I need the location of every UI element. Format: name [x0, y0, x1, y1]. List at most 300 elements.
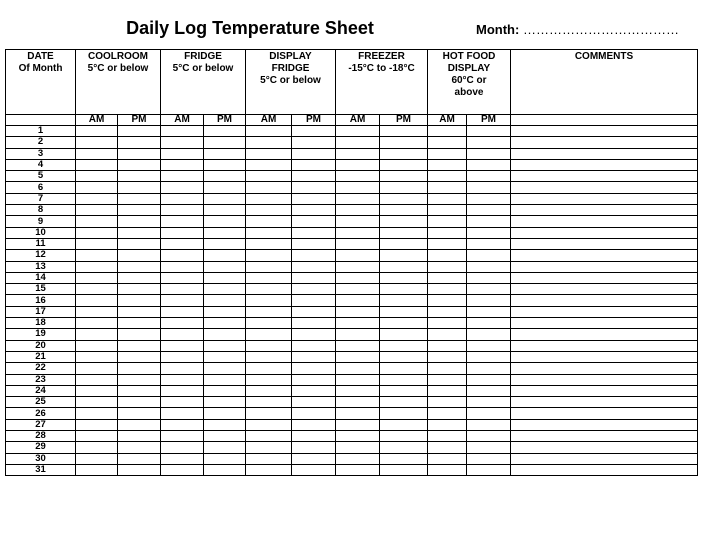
display-fridge-pm-cell[interactable] — [292, 442, 336, 453]
hot-food-am-cell[interactable] — [428, 318, 467, 329]
display-fridge-pm-cell[interactable] — [292, 306, 336, 317]
hot-food-am-cell[interactable] — [428, 137, 467, 148]
freezer-pm-cell[interactable] — [380, 374, 428, 385]
freezer-am-cell[interactable] — [336, 351, 380, 362]
comments-cell[interactable] — [511, 205, 698, 216]
display-fridge-pm-cell[interactable] — [292, 397, 336, 408]
fridge-am-cell[interactable] — [161, 351, 204, 362]
display-fridge-am-cell[interactable] — [246, 272, 292, 283]
hot-food-pm-cell[interactable] — [467, 205, 511, 216]
hot-food-am-cell[interactable] — [428, 238, 467, 249]
fridge-pm-cell[interactable] — [204, 227, 246, 238]
display-fridge-am-cell[interactable] — [246, 442, 292, 453]
freezer-pm-cell[interactable] — [380, 295, 428, 306]
freezer-pm-cell[interactable] — [380, 137, 428, 148]
fridge-am-cell[interactable] — [161, 159, 204, 170]
hot-food-am-cell[interactable] — [428, 171, 467, 182]
fridge-pm-cell[interactable] — [204, 453, 246, 464]
freezer-am-cell[interactable] — [336, 272, 380, 283]
coolroom-pm-cell[interactable] — [118, 205, 161, 216]
coolroom-am-cell[interactable] — [76, 408, 118, 419]
hot-food-pm-cell[interactable] — [467, 284, 511, 295]
hot-food-pm-cell[interactable] — [467, 453, 511, 464]
hot-food-am-cell[interactable] — [428, 306, 467, 317]
hot-food-am-cell[interactable] — [428, 261, 467, 272]
freezer-am-cell[interactable] — [336, 238, 380, 249]
coolroom-pm-cell[interactable] — [118, 126, 161, 137]
hot-food-am-cell[interactable] — [428, 329, 467, 340]
hot-food-pm-cell[interactable] — [467, 363, 511, 374]
coolroom-pm-cell[interactable] — [118, 284, 161, 295]
comments-cell[interactable] — [511, 363, 698, 374]
display-fridge-am-cell[interactable] — [246, 306, 292, 317]
hot-food-pm-cell[interactable] — [467, 374, 511, 385]
fridge-am-cell[interactable] — [161, 295, 204, 306]
fridge-am-cell[interactable] — [161, 419, 204, 430]
coolroom-pm-cell[interactable] — [118, 442, 161, 453]
freezer-am-cell[interactable] — [336, 126, 380, 137]
freezer-am-cell[interactable] — [336, 261, 380, 272]
display-fridge-am-cell[interactable] — [246, 419, 292, 430]
freezer-pm-cell[interactable] — [380, 453, 428, 464]
display-fridge-am-cell[interactable] — [246, 295, 292, 306]
coolroom-pm-cell[interactable] — [118, 351, 161, 362]
coolroom-pm-cell[interactable] — [118, 329, 161, 340]
hot-food-am-cell[interactable] — [428, 374, 467, 385]
comments-cell[interactable] — [511, 216, 698, 227]
hot-food-pm-cell[interactable] — [467, 238, 511, 249]
display-fridge-am-cell[interactable] — [246, 126, 292, 137]
freezer-pm-cell[interactable] — [380, 419, 428, 430]
freezer-pm-cell[interactable] — [380, 171, 428, 182]
freezer-pm-cell[interactable] — [380, 464, 428, 475]
comments-cell[interactable] — [511, 148, 698, 159]
freezer-am-cell[interactable] — [336, 397, 380, 408]
hot-food-pm-cell[interactable] — [467, 340, 511, 351]
fridge-pm-cell[interactable] — [204, 238, 246, 249]
hot-food-am-cell[interactable] — [428, 227, 467, 238]
comments-cell[interactable] — [511, 295, 698, 306]
freezer-pm-cell[interactable] — [380, 148, 428, 159]
coolroom-am-cell[interactable] — [76, 126, 118, 137]
freezer-pm-cell[interactable] — [380, 306, 428, 317]
fridge-pm-cell[interactable] — [204, 397, 246, 408]
comments-cell[interactable] — [511, 385, 698, 396]
fridge-pm-cell[interactable] — [204, 329, 246, 340]
hot-food-am-cell[interactable] — [428, 464, 467, 475]
fridge-am-cell[interactable] — [161, 216, 204, 227]
hot-food-pm-cell[interactable] — [467, 227, 511, 238]
freezer-pm-cell[interactable] — [380, 250, 428, 261]
hot-food-am-cell[interactable] — [428, 148, 467, 159]
display-fridge-am-cell[interactable] — [246, 227, 292, 238]
freezer-am-cell[interactable] — [336, 329, 380, 340]
coolroom-pm-cell[interactable] — [118, 261, 161, 272]
display-fridge-pm-cell[interactable] — [292, 431, 336, 442]
fridge-am-cell[interactable] — [161, 272, 204, 283]
hot-food-pm-cell[interactable] — [467, 306, 511, 317]
comments-cell[interactable] — [511, 126, 698, 137]
fridge-pm-cell[interactable] — [204, 431, 246, 442]
freezer-am-cell[interactable] — [336, 182, 380, 193]
hot-food-pm-cell[interactable] — [467, 182, 511, 193]
display-fridge-am-cell[interactable] — [246, 148, 292, 159]
hot-food-pm-cell[interactable] — [467, 318, 511, 329]
coolroom-am-cell[interactable] — [76, 351, 118, 362]
display-fridge-pm-cell[interactable] — [292, 137, 336, 148]
display-fridge-am-cell[interactable] — [246, 397, 292, 408]
display-fridge-pm-cell[interactable] — [292, 216, 336, 227]
coolroom-am-cell[interactable] — [76, 137, 118, 148]
hot-food-am-cell[interactable] — [428, 126, 467, 137]
comments-cell[interactable] — [511, 464, 698, 475]
comments-cell[interactable] — [511, 182, 698, 193]
freezer-pm-cell[interactable] — [380, 431, 428, 442]
freezer-pm-cell[interactable] — [380, 363, 428, 374]
coolroom-am-cell[interactable] — [76, 385, 118, 396]
coolroom-pm-cell[interactable] — [118, 193, 161, 204]
freezer-am-cell[interactable] — [336, 431, 380, 442]
fridge-pm-cell[interactable] — [204, 126, 246, 137]
hot-food-pm-cell[interactable] — [467, 216, 511, 227]
display-fridge-pm-cell[interactable] — [292, 171, 336, 182]
display-fridge-pm-cell[interactable] — [292, 374, 336, 385]
hot-food-am-cell[interactable] — [428, 442, 467, 453]
month-blank[interactable]: ……………………………… — [522, 22, 679, 37]
display-fridge-am-cell[interactable] — [246, 205, 292, 216]
display-fridge-am-cell[interactable] — [246, 284, 292, 295]
fridge-pm-cell[interactable] — [204, 374, 246, 385]
hot-food-pm-cell[interactable] — [467, 193, 511, 204]
coolroom-pm-cell[interactable] — [118, 137, 161, 148]
comments-cell[interactable] — [511, 193, 698, 204]
fridge-am-cell[interactable] — [161, 182, 204, 193]
fridge-am-cell[interactable] — [161, 442, 204, 453]
fridge-am-cell[interactable] — [161, 148, 204, 159]
freezer-am-cell[interactable] — [336, 295, 380, 306]
display-fridge-pm-cell[interactable] — [292, 318, 336, 329]
coolroom-am-cell[interactable] — [76, 227, 118, 238]
display-fridge-am-cell[interactable] — [246, 137, 292, 148]
comments-cell[interactable] — [511, 171, 698, 182]
coolroom-am-cell[interactable] — [76, 453, 118, 464]
coolroom-am-cell[interactable] — [76, 205, 118, 216]
comments-cell[interactable] — [511, 442, 698, 453]
freezer-pm-cell[interactable] — [380, 182, 428, 193]
fridge-am-cell[interactable] — [161, 227, 204, 238]
hot-food-am-cell[interactable] — [428, 182, 467, 193]
comments-cell[interactable] — [511, 397, 698, 408]
freezer-am-cell[interactable] — [336, 363, 380, 374]
coolroom-am-cell[interactable] — [76, 397, 118, 408]
coolroom-am-cell[interactable] — [76, 419, 118, 430]
display-fridge-am-cell[interactable] — [246, 159, 292, 170]
hot-food-pm-cell[interactable] — [467, 419, 511, 430]
fridge-am-cell[interactable] — [161, 261, 204, 272]
hot-food-am-cell[interactable] — [428, 250, 467, 261]
fridge-am-cell[interactable] — [161, 250, 204, 261]
comments-cell[interactable] — [511, 340, 698, 351]
hot-food-am-cell[interactable] — [428, 385, 467, 396]
hot-food-pm-cell[interactable] — [467, 431, 511, 442]
coolroom-pm-cell[interactable] — [118, 306, 161, 317]
freezer-pm-cell[interactable] — [380, 329, 428, 340]
display-fridge-pm-cell[interactable] — [292, 250, 336, 261]
coolroom-am-cell[interactable] — [76, 318, 118, 329]
coolroom-pm-cell[interactable] — [118, 227, 161, 238]
fridge-pm-cell[interactable] — [204, 137, 246, 148]
freezer-pm-cell[interactable] — [380, 216, 428, 227]
fridge-pm-cell[interactable] — [204, 306, 246, 317]
freezer-am-cell[interactable] — [336, 374, 380, 385]
fridge-pm-cell[interactable] — [204, 159, 246, 170]
comments-cell[interactable] — [511, 272, 698, 283]
coolroom-pm-cell[interactable] — [118, 464, 161, 475]
freezer-pm-cell[interactable] — [380, 159, 428, 170]
coolroom-pm-cell[interactable] — [118, 238, 161, 249]
display-fridge-pm-cell[interactable] — [292, 385, 336, 396]
freezer-am-cell[interactable] — [336, 464, 380, 475]
freezer-am-cell[interactable] — [336, 227, 380, 238]
coolroom-am-cell[interactable] — [76, 340, 118, 351]
fridge-pm-cell[interactable] — [204, 261, 246, 272]
display-fridge-am-cell[interactable] — [246, 464, 292, 475]
hot-food-am-cell[interactable] — [428, 284, 467, 295]
freezer-pm-cell[interactable] — [380, 238, 428, 249]
coolroom-am-cell[interactable] — [76, 284, 118, 295]
hot-food-am-cell[interactable] — [428, 193, 467, 204]
display-fridge-pm-cell[interactable] — [292, 193, 336, 204]
coolroom-am-cell[interactable] — [76, 216, 118, 227]
fridge-pm-cell[interactable] — [204, 419, 246, 430]
hot-food-pm-cell[interactable] — [467, 272, 511, 283]
display-fridge-am-cell[interactable] — [246, 216, 292, 227]
comments-cell[interactable] — [511, 431, 698, 442]
hot-food-pm-cell[interactable] — [467, 250, 511, 261]
coolroom-am-cell[interactable] — [76, 306, 118, 317]
fridge-am-cell[interactable] — [161, 126, 204, 137]
display-fridge-am-cell[interactable] — [246, 453, 292, 464]
freezer-am-cell[interactable] — [336, 284, 380, 295]
freezer-am-cell[interactable] — [336, 385, 380, 396]
coolroom-am-cell[interactable] — [76, 148, 118, 159]
freezer-pm-cell[interactable] — [380, 397, 428, 408]
display-fridge-am-cell[interactable] — [246, 193, 292, 204]
fridge-pm-cell[interactable] — [204, 363, 246, 374]
coolroom-am-cell[interactable] — [76, 464, 118, 475]
display-fridge-pm-cell[interactable] — [292, 329, 336, 340]
hot-food-pm-cell[interactable] — [467, 442, 511, 453]
hot-food-am-cell[interactable] — [428, 272, 467, 283]
hot-food-pm-cell[interactable] — [467, 408, 511, 419]
freezer-pm-cell[interactable] — [380, 385, 428, 396]
coolroom-pm-cell[interactable] — [118, 318, 161, 329]
hot-food-am-cell[interactable] — [428, 431, 467, 442]
display-fridge-am-cell[interactable] — [246, 329, 292, 340]
fridge-am-cell[interactable] — [161, 408, 204, 419]
fridge-pm-cell[interactable] — [204, 464, 246, 475]
freezer-am-cell[interactable] — [336, 148, 380, 159]
coolroom-pm-cell[interactable] — [118, 453, 161, 464]
coolroom-am-cell[interactable] — [76, 374, 118, 385]
freezer-am-cell[interactable] — [336, 193, 380, 204]
display-fridge-pm-cell[interactable] — [292, 363, 336, 374]
hot-food-pm-cell[interactable] — [467, 148, 511, 159]
hot-food-am-cell[interactable] — [428, 397, 467, 408]
hot-food-pm-cell[interactable] — [467, 126, 511, 137]
coolroom-am-cell[interactable] — [76, 431, 118, 442]
coolroom-pm-cell[interactable] — [118, 374, 161, 385]
comments-cell[interactable] — [511, 453, 698, 464]
comments-cell[interactable] — [511, 284, 698, 295]
freezer-pm-cell[interactable] — [380, 193, 428, 204]
fridge-am-cell[interactable] — [161, 397, 204, 408]
display-fridge-pm-cell[interactable] — [292, 340, 336, 351]
freezer-pm-cell[interactable] — [380, 227, 428, 238]
coolroom-pm-cell[interactable] — [118, 272, 161, 283]
freezer-am-cell[interactable] — [336, 171, 380, 182]
hot-food-pm-cell[interactable] — [467, 171, 511, 182]
display-fridge-pm-cell[interactable] — [292, 295, 336, 306]
freezer-pm-cell[interactable] — [380, 408, 428, 419]
fridge-pm-cell[interactable] — [204, 284, 246, 295]
freezer-am-cell[interactable] — [336, 159, 380, 170]
fridge-am-cell[interactable] — [161, 385, 204, 396]
fridge-pm-cell[interactable] — [204, 318, 246, 329]
freezer-pm-cell[interactable] — [380, 205, 428, 216]
coolroom-am-cell[interactable] — [76, 250, 118, 261]
display-fridge-pm-cell[interactable] — [292, 159, 336, 170]
fridge-am-cell[interactable] — [161, 329, 204, 340]
comments-cell[interactable] — [511, 374, 698, 385]
fridge-pm-cell[interactable] — [204, 272, 246, 283]
display-fridge-pm-cell[interactable] — [292, 148, 336, 159]
freezer-am-cell[interactable] — [336, 137, 380, 148]
display-fridge-am-cell[interactable] — [246, 250, 292, 261]
freezer-am-cell[interactable] — [336, 340, 380, 351]
display-fridge-pm-cell[interactable] — [292, 351, 336, 362]
fridge-pm-cell[interactable] — [204, 385, 246, 396]
hot-food-pm-cell[interactable] — [467, 329, 511, 340]
fridge-pm-cell[interactable] — [204, 442, 246, 453]
display-fridge-am-cell[interactable] — [246, 261, 292, 272]
freezer-pm-cell[interactable] — [380, 284, 428, 295]
display-fridge-am-cell[interactable] — [246, 238, 292, 249]
coolroom-pm-cell[interactable] — [118, 419, 161, 430]
comments-cell[interactable] — [511, 261, 698, 272]
fridge-am-cell[interactable] — [161, 284, 204, 295]
freezer-am-cell[interactable] — [336, 250, 380, 261]
hot-food-am-cell[interactable] — [428, 205, 467, 216]
hot-food-am-cell[interactable] — [428, 419, 467, 430]
display-fridge-pm-cell[interactable] — [292, 205, 336, 216]
comments-cell[interactable] — [511, 408, 698, 419]
coolroom-am-cell[interactable] — [76, 295, 118, 306]
coolroom-am-cell[interactable] — [76, 171, 118, 182]
coolroom-pm-cell[interactable] — [118, 250, 161, 261]
coolroom-am-cell[interactable] — [76, 442, 118, 453]
display-fridge-am-cell[interactable] — [246, 318, 292, 329]
hot-food-pm-cell[interactable] — [467, 261, 511, 272]
fridge-am-cell[interactable] — [161, 306, 204, 317]
fridge-am-cell[interactable] — [161, 171, 204, 182]
hot-food-pm-cell[interactable] — [467, 137, 511, 148]
coolroom-pm-cell[interactable] — [118, 171, 161, 182]
display-fridge-pm-cell[interactable] — [292, 464, 336, 475]
comments-cell[interactable] — [511, 238, 698, 249]
fridge-am-cell[interactable] — [161, 340, 204, 351]
hot-food-am-cell[interactable] — [428, 216, 467, 227]
freezer-am-cell[interactable] — [336, 306, 380, 317]
display-fridge-pm-cell[interactable] — [292, 284, 336, 295]
display-fridge-am-cell[interactable] — [246, 385, 292, 396]
fridge-pm-cell[interactable] — [204, 295, 246, 306]
coolroom-pm-cell[interactable] — [118, 295, 161, 306]
display-fridge-pm-cell[interactable] — [292, 227, 336, 238]
coolroom-am-cell[interactable] — [76, 238, 118, 249]
fridge-am-cell[interactable] — [161, 193, 204, 204]
coolroom-pm-cell[interactable] — [118, 385, 161, 396]
comments-cell[interactable] — [511, 159, 698, 170]
coolroom-pm-cell[interactable] — [118, 340, 161, 351]
comments-cell[interactable] — [511, 250, 698, 261]
fridge-am-cell[interactable] — [161, 238, 204, 249]
hot-food-pm-cell[interactable] — [467, 464, 511, 475]
display-fridge-am-cell[interactable] — [246, 408, 292, 419]
hot-food-am-cell[interactable] — [428, 159, 467, 170]
hot-food-am-cell[interactable] — [428, 340, 467, 351]
hot-food-pm-cell[interactable] — [467, 397, 511, 408]
display-fridge-pm-cell[interactable] — [292, 272, 336, 283]
display-fridge-am-cell[interactable] — [246, 374, 292, 385]
comments-cell[interactable] — [511, 318, 698, 329]
comments-cell[interactable] — [511, 306, 698, 317]
display-fridge-pm-cell[interactable] — [292, 419, 336, 430]
comments-cell[interactable] — [511, 227, 698, 238]
fridge-am-cell[interactable] — [161, 363, 204, 374]
hot-food-am-cell[interactable] — [428, 363, 467, 374]
fridge-pm-cell[interactable] — [204, 250, 246, 261]
coolroom-pm-cell[interactable] — [118, 408, 161, 419]
fridge-am-cell[interactable] — [161, 205, 204, 216]
display-fridge-pm-cell[interactable] — [292, 126, 336, 137]
display-fridge-am-cell[interactable] — [246, 363, 292, 374]
freezer-am-cell[interactable] — [336, 205, 380, 216]
hot-food-pm-cell[interactable] — [467, 159, 511, 170]
comments-cell[interactable] — [511, 137, 698, 148]
freezer-am-cell[interactable] — [336, 408, 380, 419]
hot-food-am-cell[interactable] — [428, 408, 467, 419]
display-fridge-am-cell[interactable] — [246, 182, 292, 193]
fridge-am-cell[interactable] — [161, 464, 204, 475]
freezer-pm-cell[interactable] — [380, 351, 428, 362]
freezer-am-cell[interactable] — [336, 318, 380, 329]
display-fridge-am-cell[interactable] — [246, 431, 292, 442]
coolroom-am-cell[interactable] — [76, 329, 118, 340]
coolroom-am-cell[interactable] — [76, 193, 118, 204]
hot-food-pm-cell[interactable] — [467, 385, 511, 396]
coolroom-pm-cell[interactable] — [118, 431, 161, 442]
fridge-am-cell[interactable] — [161, 137, 204, 148]
hot-food-pm-cell[interactable] — [467, 351, 511, 362]
fridge-pm-cell[interactable] — [204, 171, 246, 182]
fridge-am-cell[interactable] — [161, 453, 204, 464]
display-fridge-pm-cell[interactable] — [292, 238, 336, 249]
coolroom-pm-cell[interactable] — [118, 148, 161, 159]
freezer-am-cell[interactable] — [336, 216, 380, 227]
display-fridge-am-cell[interactable] — [246, 340, 292, 351]
coolroom-am-cell[interactable] — [76, 272, 118, 283]
